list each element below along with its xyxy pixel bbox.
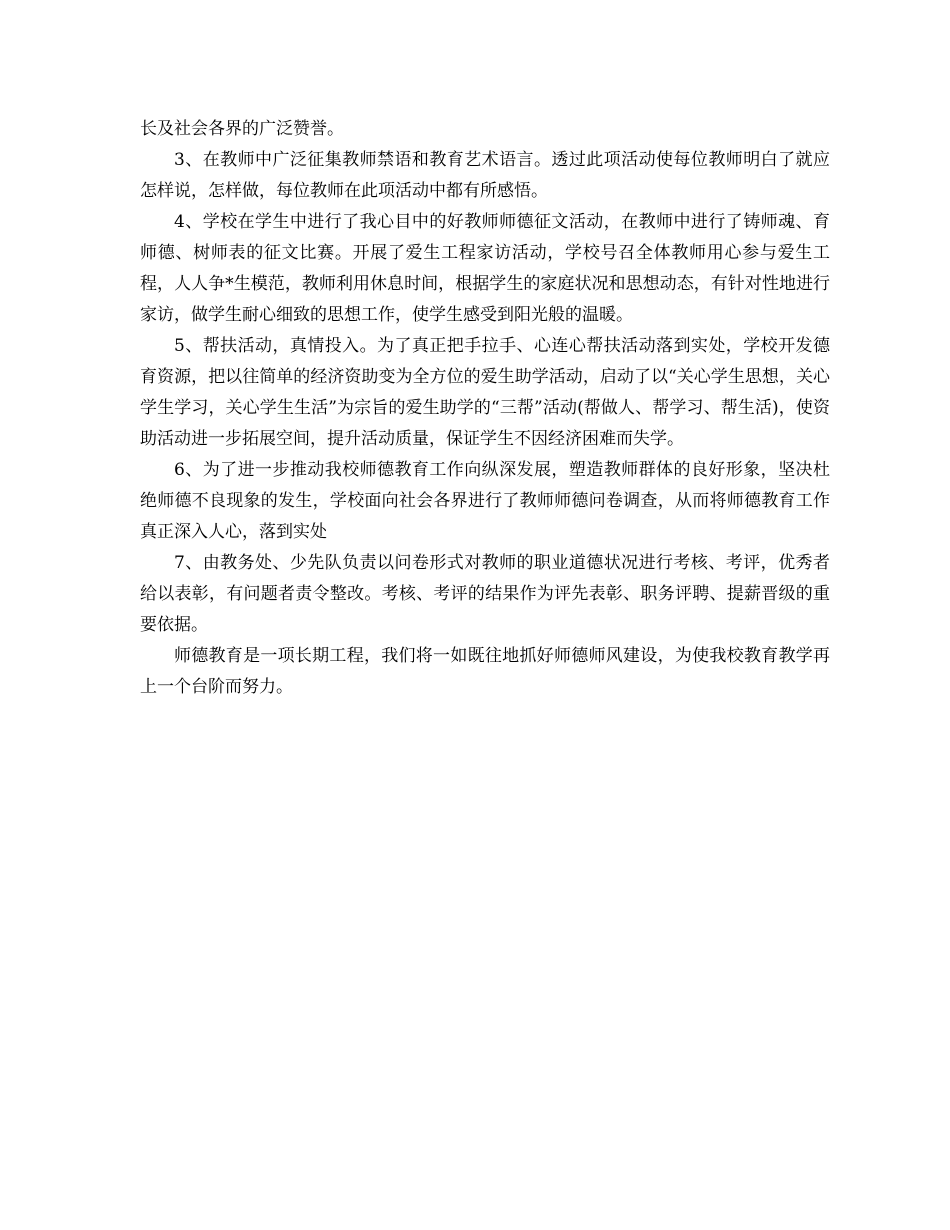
- paragraph-item-4: 4、学校在学生中进行了我心目中的好教师师德征文活动，在教师中进行了铸师魂、育师德、树师表的征文比赛。开展了爱生工程家访活动，学校号召全体教师用心参与爱生工程，人人争*生模范，教师利用休息时间，根据学生的家庭状况和思想动态，有针对性地进行家访，做学生耐心细致的思想工作，使学生感受到阳光般的温暖。: [140, 212, 830, 325]
- paragraph-conclusion: 师德教育是一项长期工程，我们将一如既往地抓好师德师风建设，为使我校教育教学再上一个台阶而努力。: [140, 646, 830, 697]
- paragraph-item-6: 6、为了进一步推动我校师德教育工作向纵深发展，塑造教师群体的良好形象，坚决杜绝师德不良现象的发生，学校面向社会各界进行了教师师德问卷调查，从而将师德教育工作真正深入人心，落到实处: [140, 460, 830, 542]
- document-body: [140, 114, 830, 703]
- paragraph-continuation: 长及社会各界的广泛赞誉。: [140, 119, 344, 139]
- paragraph-item-7: 7、由教务处、少先队负责以问卷形式对教师的职业道德状况进行考核、考评，优秀者给以表彰，有问题者责令整改。考核、考评的结果作为评先表彰、职务评聘、提薪晋级的重要依据。: [140, 553, 830, 635]
- paragraph-item-5: 5、帮扶活动，真情投入。为了真正把手拉手、心连心帮扶活动落到实处，学校开发德育资源，把以往简单的经济资助变为全方位的爱生助学活动，启动了以“关心学生思想，关心学生学习，关心学生生活”为宗旨的爱生助学的“三帮”活动(帮做人、帮学习、帮生活)，使资助活动进一步拓展空间，提升活动质量，保证学生不因经济困难而失学。: [140, 336, 830, 449]
- paragraph-item-3: 3、在教师中广泛征集教师禁语和教育艺术语言。透过此项活动使每位教师明白了就应怎样说，怎样做，每位教师在此项活动中都有所感悟。: [140, 150, 830, 201]
